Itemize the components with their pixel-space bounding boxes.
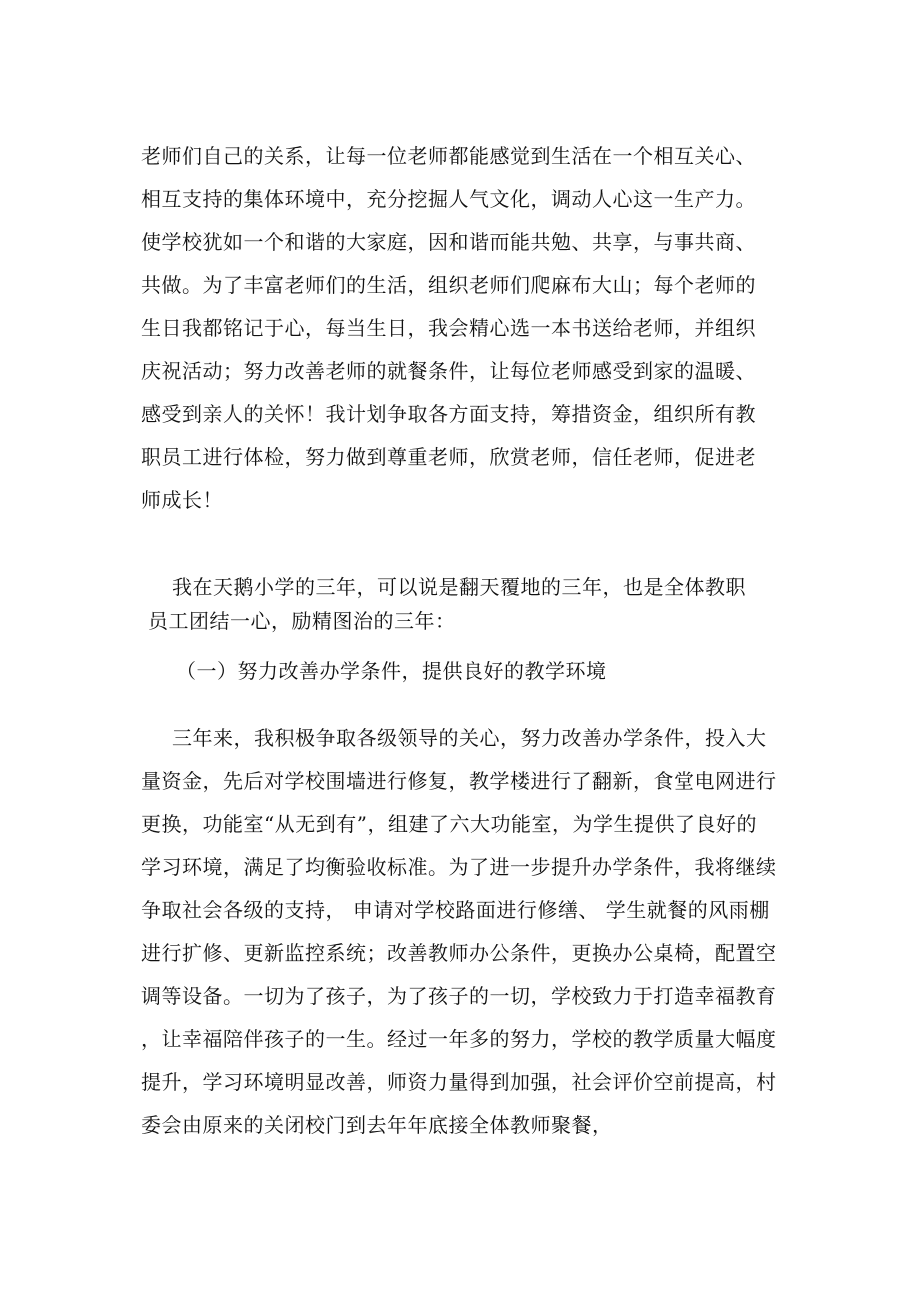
- text-line: 使学校犹如一个和谐的大家庭，因和谐而能共勉、共享，与事共商、: [141, 230, 756, 254]
- text-line: 学习环境，满足了均衡验收标准。为了进一步提升办学条件，我将继续: [141, 855, 777, 879]
- text-line: 争取社会各级的支持， 申请对学校路面进行修缮、 学生就餐的风雨棚: [141, 898, 770, 922]
- text-line: 共做。为了丰富老师们的生活，组织老师们爬麻布大山；每个老师的: [141, 273, 756, 297]
- text-line: ，让幸福陪伴孩子的一生。经过一年多的努力，学校的教学质量大幅度: [141, 1027, 777, 1051]
- text-line: 感受到亲人的关怀！我计划争取各方面支持，筹措资金，组织所有教: [141, 402, 756, 426]
- text-line: 员工团结一心，励精图治的三年：: [148, 609, 456, 633]
- text-line: 老师们自己的关系，让每一位老师都能感觉到生活在一个相互关心、: [141, 144, 756, 168]
- text-line: 三年来，我积极争取各级领导的关心，努力改善办学条件，投入大: [172, 726, 767, 750]
- text-line: 量资金，先后对学校围墙进行修复，教学楼进行了翻新，食堂电网进行: [141, 769, 777, 793]
- section-heading: （一）努力改善办学条件，提供良好的教学环境: [176, 659, 607, 683]
- text-line: 师成长！: [141, 488, 223, 512]
- text-line: 我在天鹅小学的三年，可以说是翻天覆地的三年，也是全体教职: [172, 575, 746, 599]
- text-line: 调等设备。一切为了孩子，为了孩子的一切，学校致力于打造幸福教育: [141, 984, 777, 1008]
- text-line: 生日我都铭记于心，每当生日，我会精心选一本书送给老师，并组织: [141, 316, 756, 340]
- text-line: 职员工进行体检，努力做到尊重老师，欣赏老师，信任老师，促进老: [141, 445, 756, 469]
- text-line: 更换，功能室“从无到有”，组建了六大功能室，为学生提供了良好的: [141, 812, 757, 836]
- text-line: 委会由原来的关闭校门到去年年底接全体教师聚餐，: [141, 1113, 613, 1137]
- text-line: 相互支持的集体环境中，充分挖掘人气文化，调动人心这一生产力。: [141, 187, 756, 211]
- text-line: 进行扩修、更新监控系统；改善教师办公条件，更换办公桌椅，配置空: [141, 941, 777, 965]
- text-line: 庆祝活动；努力改善老师的就餐条件，让每位老师感受到家的温暖、: [141, 359, 756, 383]
- text-line: 提升，学习环境明显改善，师资力量得到加强，社会评价空前提高，村: [141, 1070, 777, 1094]
